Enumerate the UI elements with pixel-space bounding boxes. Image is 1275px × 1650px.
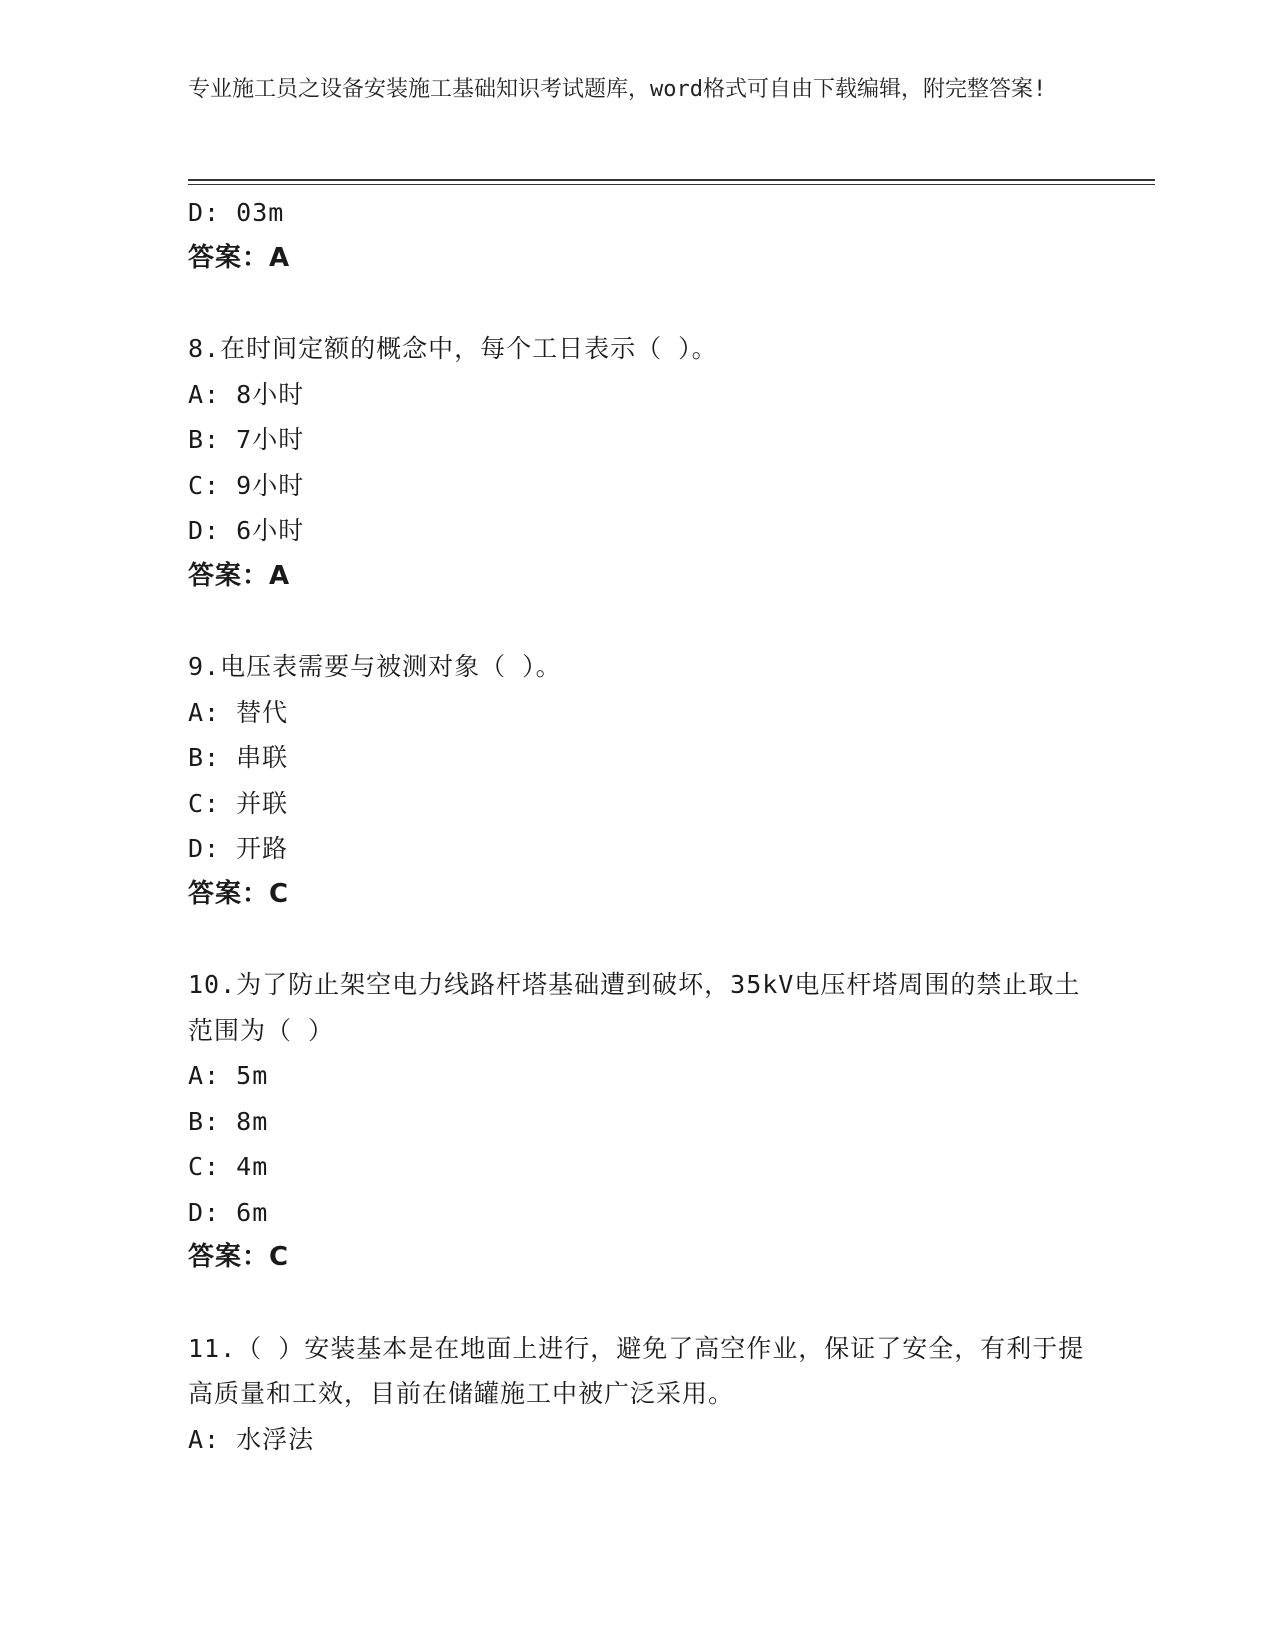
question-9-answer: 答案：C [188,878,290,909]
question-9-stem: 9.电压表需要与被测对象（ ）。 [188,652,562,681]
question-10-option-c: C: 4m [188,1152,269,1181]
question-9-option-b: B: 串联 [188,743,289,772]
question-10-option-d: D: 6m [188,1197,269,1227]
question-9-option-c: C: 并联 [188,788,289,818]
page-header: 专业施工员之设备安装施工基础知识考试题库，word格式可自由下载编辑，附完整答案! [188,77,1047,102]
spacer [188,281,1088,326]
question-10-answer: 答案：C [188,1242,290,1272]
question-11-stem: 11.（ ）安装基本是在地面上进行，避免了高空作业，保证了安全，有利于提高质量和工效，目前在储罐施工中被广泛采用。 [188,1333,1085,1408]
question-8-option-b: B: 7小时 [188,425,305,454]
question-8-option-a: A: 8小时 [188,379,305,409]
spacer [188,917,1088,962]
question-9-option-d: D: 开路 [188,834,289,863]
question-8-answer: 答案：A [188,560,291,591]
option-d: D: 03m [188,198,285,227]
question-10-stem: 10.为了防止架空电力线路杆塔基础遭到破坏，35kV电压杆塔周围的禁止取土范围为（ ） [188,970,1081,1045]
question-9-option-a: A: 替代 [188,697,289,727]
spacer [188,1281,1088,1326]
question-8-option-c: C: 9小时 [188,470,305,500]
question-10-option-a: A: 5m [188,1061,269,1090]
header-rule-thick [188,179,1155,181]
header-rule-thin [188,184,1155,185]
spacer [188,599,1088,644]
question-8-option-d: D: 6小时 [188,516,305,545]
question-content [188,190,1088,1462]
question-8-stem: 8.在时间定额的概念中，每个工日表示（ ）。 [188,334,718,363]
answer: 答案：A [188,242,291,273]
question-11-option-a: A: 水浮法 [188,1424,315,1454]
question-10-option-b: B: 8m [188,1106,269,1136]
